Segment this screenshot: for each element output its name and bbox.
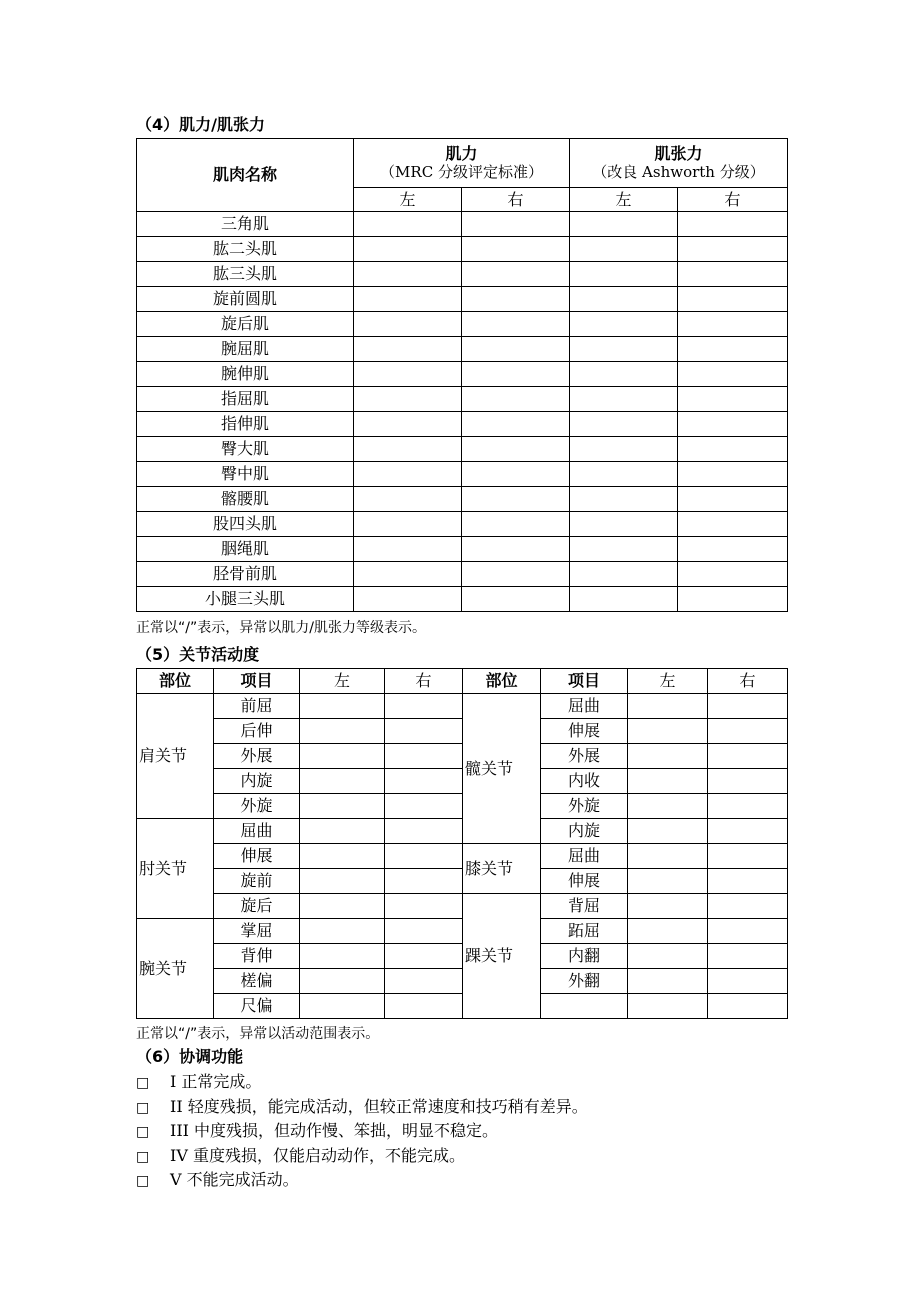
movement-item-right: 内翻	[541, 944, 628, 969]
strength-left-cell[interactable]	[354, 212, 462, 237]
option-label: IV 重度残损，仅能启动动作，不能完成。	[170, 1145, 465, 1165]
joint-rom-table	[136, 668, 788, 1019]
rom-left-cell[interactable]	[300, 744, 385, 769]
muscle-name: 肱二头肌	[137, 237, 354, 262]
rom-left-cell[interactable]	[300, 819, 385, 844]
rom-right-cell[interactable]	[385, 894, 463, 919]
rom-right-cell[interactable]	[708, 769, 788, 794]
tone-left-cell[interactable]	[570, 387, 678, 412]
joint-name-left: 肩关节	[137, 694, 214, 819]
table-row	[137, 794, 788, 819]
rom-left-cell[interactable]	[300, 994, 385, 1019]
muscle-name: 臀大肌	[137, 437, 354, 462]
strength-left-cell[interactable]	[354, 587, 462, 612]
strength-left-cell[interactable]	[354, 487, 462, 512]
muscle-name: 三角肌	[137, 212, 354, 237]
muscle-name: 腕伸肌	[137, 362, 354, 387]
tone-left-cell[interactable]	[570, 537, 678, 562]
strength-left-cell[interactable]	[354, 287, 462, 312]
movement-item-right: 背屈	[541, 894, 628, 919]
section5-note: 正常以“/”表示，异常以活动范围表示。	[136, 1026, 380, 1042]
rom-right-cell[interactable]	[385, 694, 463, 719]
tone-left-cell[interactable]	[570, 212, 678, 237]
table-row	[137, 237, 788, 262]
table-row	[137, 869, 788, 894]
strength-right-cell[interactable]	[462, 512, 570, 537]
strength-left-cell[interactable]	[354, 237, 462, 262]
rom-left-cell[interactable]	[628, 744, 708, 769]
checkbox-icon[interactable]: □	[136, 1075, 150, 1091]
tone-left-cell[interactable]	[570, 287, 678, 312]
tone-right-cell[interactable]	[678, 587, 788, 612]
strength-right-cell[interactable]	[462, 212, 570, 237]
rom-right-cell[interactable]	[385, 944, 463, 969]
rom-left-cell[interactable]	[628, 994, 708, 1019]
muscle-name: 腕屈肌	[137, 337, 354, 362]
tone-left-cell[interactable]	[570, 462, 678, 487]
table-row	[137, 287, 788, 312]
muscle-name: 肱三头肌	[137, 262, 354, 287]
rom-left-cell[interactable]	[628, 694, 708, 719]
checkbox-icon[interactable]: □	[136, 1124, 150, 1140]
tone-left-header: 左	[570, 188, 678, 212]
table-row	[137, 562, 788, 587]
rom-left-cell[interactable]	[628, 944, 708, 969]
table-row	[137, 694, 788, 719]
movement-item-left: 旋后	[214, 894, 300, 919]
muscle-name: 旋后肌	[137, 312, 354, 337]
section6-title: （6）协调功能	[136, 1047, 244, 1066]
rom-left-cell[interactable]	[628, 769, 708, 794]
strength-left-cell[interactable]	[354, 462, 462, 487]
checkbox-icon[interactable]: □	[136, 1148, 150, 1165]
strength-right-cell[interactable]	[462, 562, 570, 587]
coordination-option[interactable]	[136, 1169, 299, 1192]
table-row	[137, 487, 788, 512]
option-label: II 轻度残损，能完成活动，但较正常速度和技巧稍有差异。	[170, 1096, 588, 1116]
rom-left-cell[interactable]	[300, 794, 385, 819]
table-row	[137, 462, 788, 487]
strength-left-cell[interactable]	[354, 312, 462, 337]
rom-right-cell[interactable]	[385, 969, 463, 994]
rom-left-cell[interactable]	[628, 844, 708, 869]
joint-name-right: 膝关节	[463, 844, 541, 894]
strength-left-cell[interactable]	[354, 437, 462, 462]
rom-right-cell[interactable]	[385, 719, 463, 744]
rom-left-cell[interactable]	[300, 869, 385, 894]
movement-item-right: 外旋	[541, 794, 628, 819]
strength-right-cell[interactable]	[462, 537, 570, 562]
strength-right-cell[interactable]	[462, 387, 570, 412]
table-row	[137, 337, 788, 362]
tone-left-cell[interactable]	[570, 362, 678, 387]
rom-left-cell[interactable]	[300, 769, 385, 794]
tone-right-cell[interactable]	[678, 312, 788, 337]
table-row	[137, 744, 788, 769]
tone-left-cell[interactable]	[570, 587, 678, 612]
muscle-name: 旋前圆肌	[137, 287, 354, 312]
rom-right-cell[interactable]	[708, 844, 788, 869]
joint-name-left: 腕关节	[137, 919, 214, 1019]
tone-left-cell[interactable]	[570, 437, 678, 462]
strength-left-cell[interactable]	[354, 412, 462, 437]
rom-left-cell[interactable]	[300, 894, 385, 919]
coordination-option[interactable]	[136, 1120, 498, 1143]
option-label: III 中度残损，但动作慢、笨拙，明显不稳定。	[170, 1121, 499, 1140]
table-row	[137, 919, 788, 944]
movement-item-right: 伸展	[541, 719, 628, 744]
muscle-name: 股四头肌	[137, 512, 354, 537]
tone-title: 肌张力	[654, 144, 703, 163]
rom-left-cell[interactable]	[628, 969, 708, 994]
tone-right-cell[interactable]	[678, 412, 788, 437]
strength-right-cell[interactable]	[462, 312, 570, 337]
movement-item-left: 屈曲	[214, 819, 300, 844]
movement-item-left: 内旋	[214, 769, 300, 794]
strength-left-header: 左	[354, 188, 462, 212]
strength-right-cell[interactable]	[462, 462, 570, 487]
muscle-table	[136, 138, 788, 612]
table-row	[137, 512, 788, 537]
tone-right-cell[interactable]	[678, 262, 788, 287]
tone-right-cell[interactable]	[678, 537, 788, 562]
muscle-name: 胭绳肌	[137, 537, 354, 562]
tone-right-cell[interactable]	[678, 362, 788, 387]
rom-left-cell[interactable]	[300, 944, 385, 969]
joint-name-right: 踝关节	[463, 894, 541, 1019]
tone-left-cell[interactable]	[570, 312, 678, 337]
tone-right-cell[interactable]	[678, 387, 788, 412]
movement-item-right: 屈曲	[541, 694, 628, 719]
tone-right-header: 右	[678, 188, 788, 212]
muscle-name: 指伸肌	[137, 412, 354, 437]
tone-right-cell[interactable]	[678, 462, 788, 487]
table-row	[137, 994, 788, 1019]
option-label: V 不能完成活动。	[170, 1170, 299, 1189]
rom-right-cell[interactable]	[385, 819, 463, 844]
item-header-left: 项目	[214, 669, 300, 694]
strength-right-cell[interactable]	[462, 487, 570, 512]
table-row	[137, 587, 788, 612]
table-row	[137, 262, 788, 287]
tone-left-cell[interactable]	[570, 262, 678, 287]
rom-right-cell[interactable]	[708, 719, 788, 744]
table-row	[137, 437, 788, 462]
section4-title: （4）肌力/肌张力	[136, 115, 265, 134]
tone-left-cell[interactable]	[570, 487, 678, 512]
joint-name-left: 肘关节	[137, 819, 214, 919]
rom-right-cell[interactable]	[708, 869, 788, 894]
tone-header	[570, 139, 788, 188]
section5-title: （5）关节活动度	[136, 645, 260, 664]
rom-right-cell[interactable]	[385, 869, 463, 894]
rom-left-cell[interactable]	[628, 719, 708, 744]
strength-left-cell[interactable]	[354, 562, 462, 587]
movement-item-left: 后伸	[214, 719, 300, 744]
movement-item-right: 跖屈	[541, 919, 628, 944]
table-row	[137, 719, 788, 744]
movement-item-right: 内旋	[541, 819, 628, 844]
rom-right-cell[interactable]	[708, 969, 788, 994]
tone-right-cell[interactable]	[678, 212, 788, 237]
tone-left-cell[interactable]	[570, 237, 678, 262]
rom-right-cell[interactable]	[385, 994, 463, 1019]
strength-left-cell[interactable]	[354, 387, 462, 412]
movement-item-right: 内收	[541, 769, 628, 794]
movement-item-left: 槎偏	[214, 969, 300, 994]
checkbox-icon[interactable]: □	[136, 1173, 150, 1189]
strength-right-cell[interactable]	[462, 337, 570, 362]
movement-item-left: 伸展	[214, 844, 300, 869]
rom-right-cell[interactable]	[385, 844, 463, 869]
strength-right-cell[interactable]	[462, 412, 570, 437]
movement-item-right: 外翻	[541, 969, 628, 994]
movement-item-right: 伸展	[541, 869, 628, 894]
tone-right-cell[interactable]	[678, 437, 788, 462]
muscle-name-header: 肌肉名称	[137, 139, 354, 212]
muscle-name: 髂腰肌	[137, 487, 354, 512]
movement-item-right: 外展	[541, 744, 628, 769]
checkbox-icon[interactable]: □	[136, 1099, 150, 1116]
tone-right-cell[interactable]	[678, 562, 788, 587]
joint-name-right: 髋关节	[463, 694, 541, 844]
strength-right-cell[interactable]	[462, 587, 570, 612]
tone-right-cell[interactable]	[678, 487, 788, 512]
strength-right-cell[interactable]	[462, 362, 570, 387]
movement-item-right	[541, 994, 628, 1019]
strength-left-cell[interactable]	[354, 337, 462, 362]
rom-right-cell[interactable]	[708, 894, 788, 919]
rom-right-cell[interactable]	[385, 769, 463, 794]
strength-right-header: 右	[462, 188, 570, 212]
tone-left-cell[interactable]	[570, 412, 678, 437]
table-row	[137, 212, 788, 237]
muscle-name: 胫骨前肌	[137, 562, 354, 587]
tone-subtitle: （改良 Ashworth 分级）	[592, 163, 765, 181]
rom-right-cell[interactable]	[708, 944, 788, 969]
rom-left-cell[interactable]	[300, 919, 385, 944]
table-row	[137, 362, 788, 387]
strength-title: 肌力	[445, 144, 478, 163]
option-label: I 正常完成。	[170, 1072, 262, 1091]
rom-left-cell[interactable]	[300, 969, 385, 994]
muscle-name: 小腿三头肌	[137, 587, 354, 612]
muscle-name: 臀中肌	[137, 462, 354, 487]
strength-right-cell[interactable]	[462, 287, 570, 312]
table-row	[137, 412, 788, 437]
tone-right-cell[interactable]	[678, 287, 788, 312]
movement-item-left: 掌屈	[214, 919, 300, 944]
movement-item-left: 背伸	[214, 944, 300, 969]
table-row	[137, 312, 788, 337]
movement-item-left: 尺偏	[214, 994, 300, 1019]
right-header-2: 右	[708, 669, 788, 694]
part-header-right: 部位	[463, 669, 541, 694]
left-header-2: 左	[628, 669, 708, 694]
tone-right-cell[interactable]	[678, 512, 788, 537]
rom-right-cell[interactable]	[385, 744, 463, 769]
movement-item-left: 旋前	[214, 869, 300, 894]
strength-left-cell[interactable]	[354, 362, 462, 387]
strength-right-cell[interactable]	[462, 437, 570, 462]
right-header-1: 右	[385, 669, 463, 694]
tone-left-cell[interactable]	[570, 337, 678, 362]
strength-left-cell[interactable]	[354, 262, 462, 287]
rom-right-cell[interactable]	[385, 794, 463, 819]
rom-right-cell[interactable]	[708, 919, 788, 944]
section4-note: 正常以“/”表示，异常以肌力/肌张力等级表示。	[136, 620, 426, 636]
rom-right-cell[interactable]	[708, 794, 788, 819]
strength-header	[354, 139, 570, 188]
tone-left-cell[interactable]	[570, 562, 678, 587]
movement-item-left: 外旋	[214, 794, 300, 819]
tone-left-cell[interactable]	[570, 512, 678, 537]
movement-item-right: 屈曲	[541, 844, 628, 869]
left-header-1: 左	[300, 669, 385, 694]
rom-left-cell[interactable]	[300, 694, 385, 719]
table-row	[137, 944, 788, 969]
strength-left-cell[interactable]	[354, 537, 462, 562]
movement-item-left: 前屈	[214, 694, 300, 719]
strength-left-cell[interactable]	[354, 512, 462, 537]
coordination-option[interactable]	[136, 1145, 465, 1168]
rom-left-cell[interactable]	[628, 919, 708, 944]
rom-right-cell[interactable]	[708, 744, 788, 769]
tone-right-cell[interactable]	[678, 337, 788, 362]
table-row	[137, 537, 788, 562]
coordination-option[interactable]	[136, 1096, 588, 1119]
rom-left-cell[interactable]	[628, 819, 708, 844]
rom-left-cell[interactable]	[300, 844, 385, 869]
strength-right-cell[interactable]	[462, 262, 570, 287]
strength-subtitle: （MRC 分级评定标准）	[380, 163, 543, 181]
table-row	[137, 844, 788, 869]
rom-left-cell[interactable]	[628, 894, 708, 919]
rom-right-cell[interactable]	[385, 919, 463, 944]
part-header-left: 部位	[137, 669, 214, 694]
tone-right-cell[interactable]	[678, 237, 788, 262]
rom-left-cell[interactable]	[300, 719, 385, 744]
muscle-name: 指屈肌	[137, 387, 354, 412]
table-row	[137, 769, 788, 794]
movement-item-left: 外展	[214, 744, 300, 769]
item-header-right: 项目	[541, 669, 628, 694]
rom-right-cell[interactable]	[708, 694, 788, 719]
rom-left-cell[interactable]	[628, 794, 708, 819]
rom-right-cell[interactable]	[708, 819, 788, 844]
table-row	[137, 387, 788, 412]
strength-right-cell[interactable]	[462, 237, 570, 262]
table-row	[137, 894, 788, 919]
coordination-option[interactable]	[136, 1071, 261, 1094]
rom-right-cell[interactable]	[708, 994, 788, 1019]
table-row	[137, 969, 788, 994]
rom-left-cell[interactable]	[628, 869, 708, 894]
table-row	[137, 819, 788, 844]
